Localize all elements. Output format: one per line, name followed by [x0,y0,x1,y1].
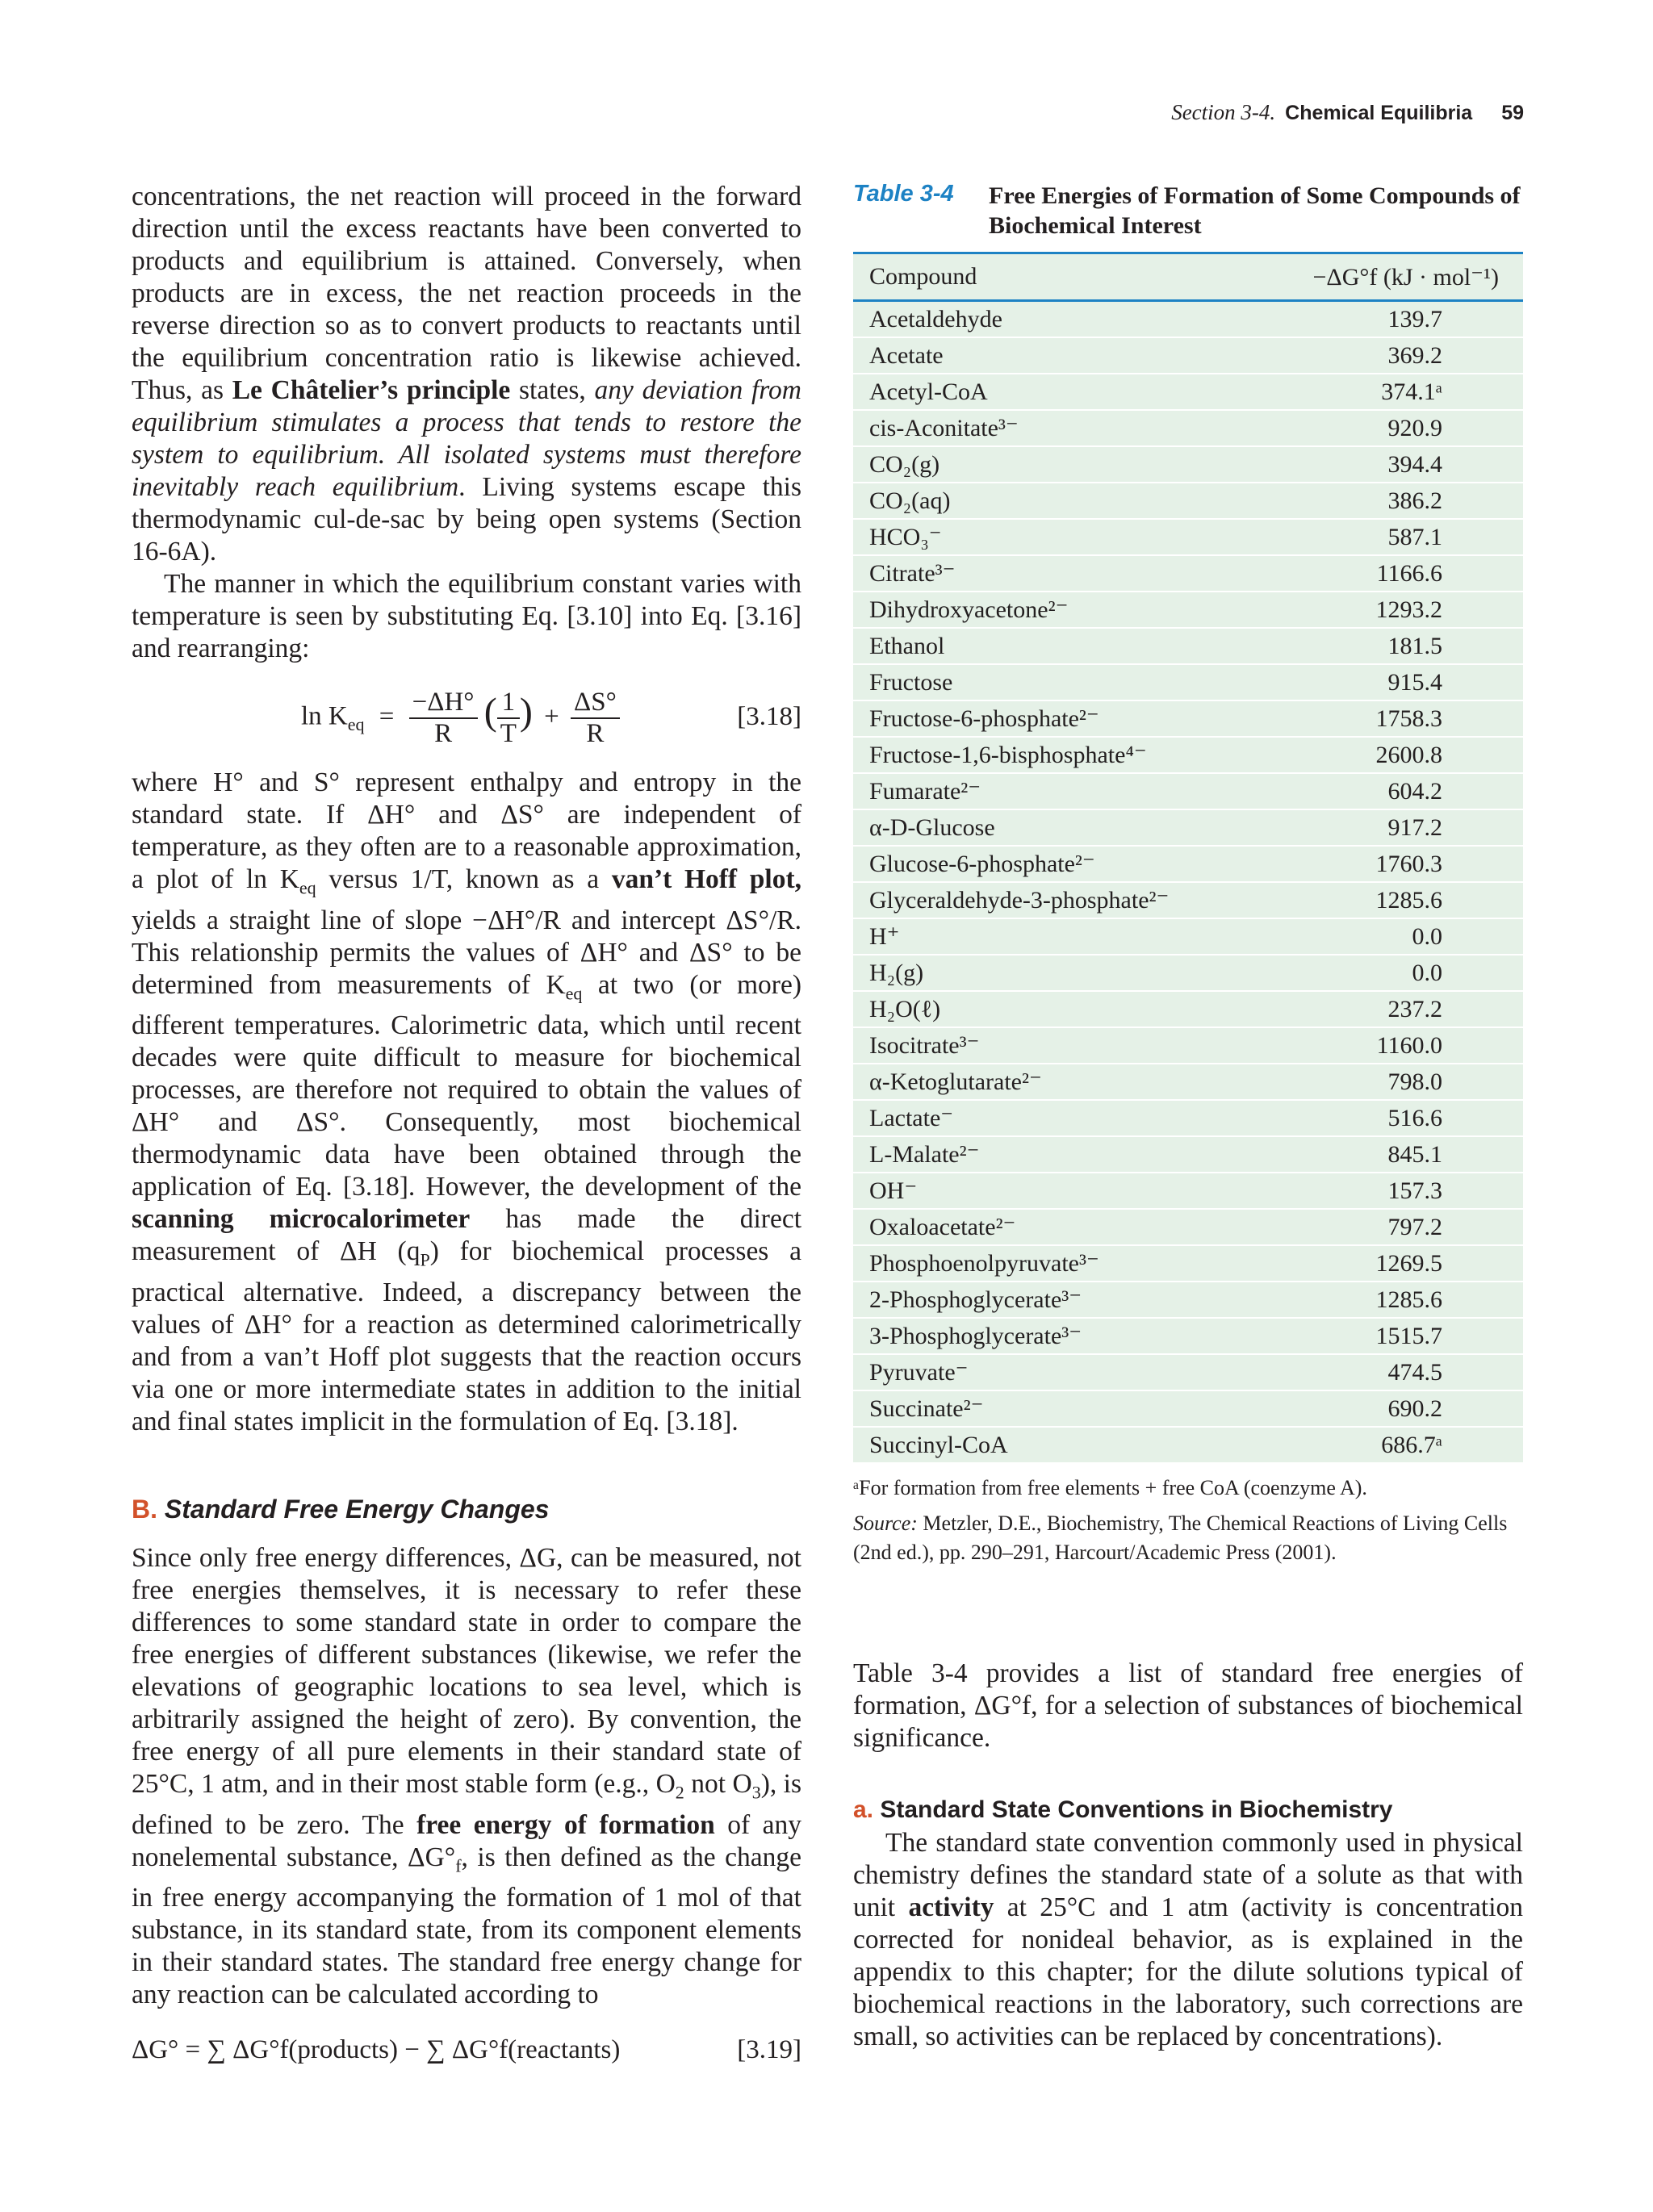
equation-3-19: ΔG° = ∑ ΔG°f(products) − ∑ ΔG°f(reactants) [3.19] [132,2035,801,2065]
free-energy-table [853,252,1523,1462]
table-row [853,737,1523,773]
compound-cell: Dihydroxyacetone²⁻ [853,592,1251,628]
table-row [853,301,1523,338]
compound-cell: 2-Phosphoglycerate³⁻ [853,1282,1251,1318]
compound-cell: Isocitrate³⁻ [853,1027,1251,1064]
free-energy-cell: 915.4 [1251,664,1523,700]
right-column [853,181,1523,2053]
compound-cell: Glucose-6-phosphate²⁻ [853,846,1251,882]
section-b-heading: B. Standard Free Energy Changes [132,1495,550,1524]
table-row [853,1136,1523,1173]
free-energy-cell: 690.2 [1251,1390,1523,1427]
compound-cell: Succinyl-CoA [869,1431,1008,1458]
header-section: Section 3-4. [1171,100,1276,124]
compound-cell: α-Ketoglutarate²⁻ [853,1064,1251,1100]
table-title: Free Energies of Formation of Some Compounds of Biochemical Interest [989,182,1521,239]
table-source: Source: Metzler, D.E., Biochemistry, The Chemical Reactions of Living Cells (2nd ed.), pp. 290–291, Harcourt/Academic Press (2001). [853,1512,1508,1564]
term-activity: activity [908,1892,994,1922]
free-energy-cell: 474.5 [1251,1354,1523,1390]
table-caption [853,181,1523,240]
compound-cell: CO₂(aq) [853,483,1251,519]
term-le-chatelier: Le Châtelier’s principle [232,375,511,405]
page-number: 59 [1501,102,1524,124]
table-row [853,337,1523,374]
compound-cell: Fructose-6-phosphate²⁻ [853,700,1251,737]
compound-cell: Succinate²⁻ [853,1390,1251,1427]
compound-cell: Ethanol [853,628,1251,664]
free-energy-cell: 2600.8 [1251,737,1523,773]
table-row [853,1354,1523,1390]
table-row [853,1100,1523,1136]
table-row [853,483,1523,519]
left-column [132,181,801,2071]
table-row [853,773,1523,809]
free-energy-cell: 1269.5 [1251,1245,1523,1282]
running-header [1171,100,1524,125]
free-energy-cell: 920.9 [1251,410,1523,446]
free-energy-cell: 157.3 [1251,1173,1523,1209]
term-scanning-microcalorimeter: scanning microcalorimeter [132,1204,471,1235]
compound-cell: Lactate⁻ [853,1100,1251,1136]
free-energy-cell: 394.4 [1251,446,1523,483]
free-energy-cell: 181.5 [1251,628,1523,664]
table-row [853,882,1523,918]
paragraph-6: The standard state convention commonly used in physical chemistry defines the standard state of a solute as that with unit activity at 25°C and 1 atm (activity is concentration corrected for nonideal behavior, as is explained in the appendix to this chapter; for the dilute solutions typical of biochemical reactions in the laboratory, such corrections are small, so activities can be replaced by concentrations). [853,1828,1523,2051]
table-row [853,410,1523,446]
compound-cell: Acetyl-CoA [853,374,1251,410]
term-free-energy-of-formation: free energy of formation [416,1809,715,1840]
free-energy-cell: 0.0 [1251,918,1523,955]
table-row [853,918,1523,955]
free-energy-cell: 604.2 [1251,773,1523,809]
table-row [853,846,1523,882]
col-free-energy: −ΔG°f (kJ · mol⁻¹) [1251,253,1523,301]
equation-3-18: $\ln K_{eq}$ = $\frac{-\Delta H^\circ}{R}$ ( $\frac{1}{T}$ ) + $\frac{\Delta S^\circ}{R}$ [3.18] [301,688,801,748]
col-compound: Compound [853,253,1251,301]
compound-cell: L-Malate²⁻ [853,1136,1251,1173]
compound-cell: cis-Aconitate³⁻ [853,410,1251,446]
table-row [853,555,1523,592]
free-energy-cell: 1293.2 [1251,592,1523,628]
table-row [853,1318,1523,1354]
free-energy-cell: 1285.6 [1251,1282,1523,1318]
free-energy-cell: 1160.0 [1251,1027,1523,1064]
compound-cell: Pyruvate⁻ [853,1354,1251,1390]
table-footnote: ᵃFor formation from free elements + free CoA (coenzyme A). [853,1476,1367,1499]
table-row [853,519,1523,555]
free-energy-cell: 686.7ᵃ [1381,1431,1442,1458]
paragraph-1: concentrations, the net reaction will proceed in the forward direction until the excess reactants have been converted to products and equilibrium is attained. Conversely, when products are in excess, the net reaction proceeds in the reverse direction so as to convert products to reactants until the equilibrium concentration ratio is likewise achieved. Thus, as Le Châtelier’s principle states, any deviation from equilibrium stimulates a process that tends to restore the system to equilibrium. All isolated systems must therefore inevitably reach equilibrium. Living systems escape this thermodynamic cul-de-sac by being open systems (Section 16-6A). [132,182,801,567]
table-row [853,809,1523,846]
free-energy-cell: 386.2 [1251,483,1523,519]
compound-cell: Acetaldehyde [853,301,1251,338]
free-energy-cell: 369.2 [1251,337,1523,374]
compound-cell: HCO₃⁻ [853,519,1251,555]
table-row [853,628,1523,664]
compound-cell: Citrate³⁻ [853,555,1251,592]
compound-cell: Phosphoenolpyruvate³⁻ [853,1245,1251,1282]
compound-cell: CO₂(g) [853,446,1251,483]
free-energy-cell: 1166.6 [1251,555,1523,592]
table-row [853,1427,1523,1462]
header-title: Chemical Equilibria [1285,102,1473,124]
compound-cell: Oxaloacetate²⁻ [853,1209,1251,1245]
table-header-row [853,253,1523,301]
table-row [853,700,1523,737]
subsection-a-heading: a. Standard State Conventions in Biochemistry [853,1796,1393,1823]
paragraph-5: Table 3-4 provides a list of standard free energies of formation, ΔG°f, for a selection of substances of biochemical significance. [853,1658,1523,1753]
free-energy-cell: 237.2 [1251,991,1523,1027]
free-energy-cell: 516.6 [1251,1100,1523,1136]
compound-cell: H₂O(ℓ) [853,991,1251,1027]
compound-cell: Acetate [853,337,1251,374]
table-row [853,592,1523,628]
free-energy-cell: 1758.3 [1251,700,1523,737]
free-energy-cell: 917.2 [1251,809,1523,846]
compound-cell: Fumarate²⁻ [853,773,1251,809]
free-energy-cell: 587.1 [1251,519,1523,555]
table-row [853,1209,1523,1245]
compound-cell: Fructose-1,6-bisphosphate⁴⁻ [853,737,1251,773]
table-row [853,1027,1523,1064]
free-energy-cell: 374.1ᵃ [1251,374,1523,410]
compound-cell: H⁺ [853,918,1251,955]
free-energy-cell: 798.0 [1251,1064,1523,1100]
table-row [853,1245,1523,1282]
table-row [853,446,1523,483]
table-row [853,374,1523,410]
paragraph-2: The manner in which the equilibrium constant varies with temperature is seen by substituting Eq. [3.10] into Eq. [3.16] and rearranging: [132,569,801,663]
table-row [853,664,1523,700]
equation-number-3-19: [3.19] [737,2035,801,2065]
paragraph-3: where H° and S° represent enthalpy and entropy in the standard state. If ΔH° and ΔS° are independent of temperature, as they often are to a reasonable approximation, a plot of $\ln K_{eq}$ versus 1/T, known as a van’t Hoff plot, yields a straight line of slope −ΔH°/R and intercept ΔS°/R. This relationship permits the values of ΔH° and ΔS° to be determined from measurements of $K_{eq}$ at two (or more) different temperatures. Calorimetric data, which until recent decades were quite difficult to measure for biochemical processes, are therefore not required to obtain the values of ΔH° and ΔS°. Consequently, most biochemical thermodynamic data have been obtained through the application of Eq. [3.18]. However, the development of the scanning microcalorimeter has made the direct measurement of ΔH $(q_P)$ for biochemical processes a practical alternative. Indeed, a discrepancy between the values of ΔH° for a reaction as determined calorimetrically and from a van’t Hoff plot suggests that the reaction occurs via one or more intermediate states in addition to the initial and final states implicit in the formulation of Eq. [3.18]. [132,767,801,1437]
compound-cell: Fructose [853,664,1251,700]
compound-cell: Glyceraldehyde-3-phosphate²⁻ [853,882,1251,918]
compound-cell: α-D-Glucose [853,809,1251,846]
free-energy-cell: 1515.7 [1251,1318,1523,1354]
free-energy-cell: 845.1 [1251,1136,1523,1173]
table-row [853,1064,1523,1100]
compound-cell: 3-Phosphoglycerate³⁻ [853,1318,1251,1354]
free-energy-cell: 139.7 [1251,301,1523,338]
compound-cell: OH⁻ [853,1173,1251,1209]
equation-number-3-18: [3.18] [737,702,801,731]
table-row [853,1390,1523,1427]
term-vant-hoff-plot: van’t Hoff plot, [611,864,801,894]
table-row [853,1173,1523,1209]
free-energy-cell: 1285.6 [1251,882,1523,918]
table-label: Table 3-4 [853,181,954,207]
table-row [853,1282,1523,1318]
table-row [853,991,1523,1027]
free-energy-cell: 0.0 [1251,955,1523,991]
free-energy-cell: 797.2 [1251,1209,1523,1245]
table-row [853,955,1523,991]
compound-cell: H₂(g) [853,955,1251,991]
free-energy-cell: 1760.3 [1251,846,1523,882]
paragraph-4: Since only free energy differences, ΔG, can be measured, not free energies themselves, it is necessary to refer these differences to some standard state in order to compare the free energies of different substances (likewise, we refer the elevations of geographic locations to sea level, which is arbitrarily assigned the height of zero). By convention, the free energy of all pure elements in their standard state of 25°C, 1 atm, and in their most stable form (e.g., $O_2$ not $O_3$), is defined to be zero. The free energy of formation of any nonelemental substance, $\Delta G^\circ_f$, is then defined as the change in free energy accompanying the formation of 1 mol of that substance, in its standard state, from its component elements in their standard states. The standard free energy change for any reaction can be calculated according to [132,1543,802,2010]
